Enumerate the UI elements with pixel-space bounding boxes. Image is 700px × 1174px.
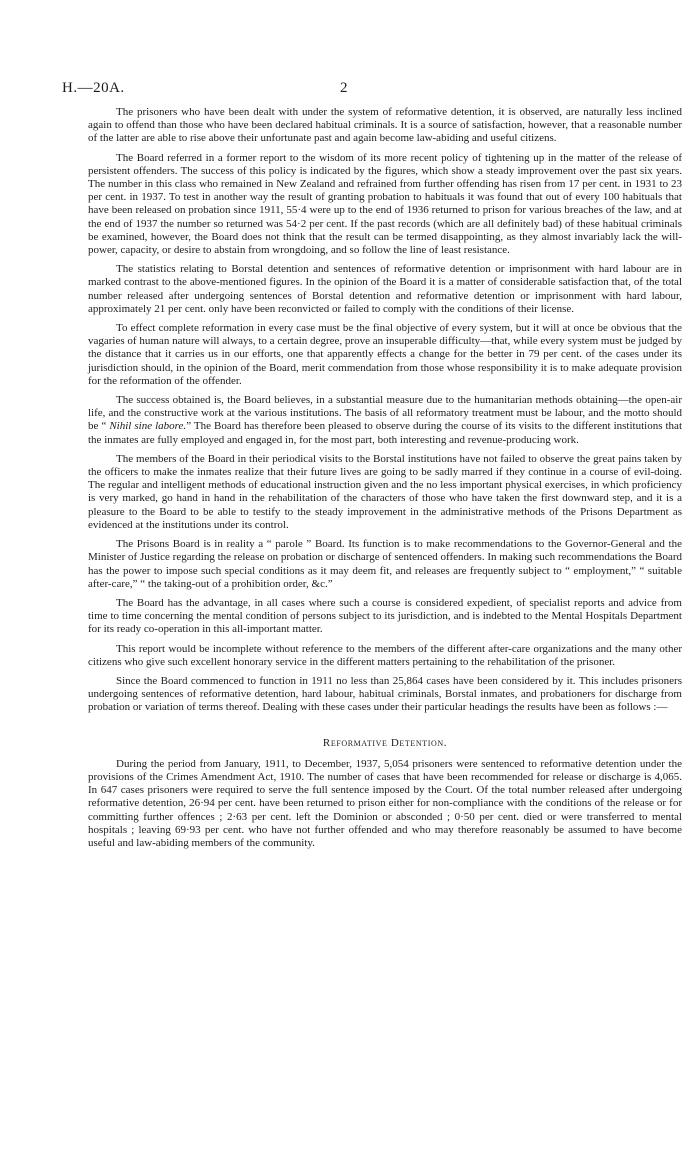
paragraph-specialist-reports: The Board has the advantage, in all cases where such a course is considered expedient, of specialist reports and advice from time to time concerning the mental condition of persons subject to its jurisdiction, and is indebted to the Mental Hospitals Department for its ready co-operation in this all-important matter. [88, 596, 682, 636]
paragraph-after-care: This report would be incomplete without reference to the members of the different after-care organizations and the many other citizens who give such excellent honorary service in the different matters pertaining to the rehabilitation of the prisoner. [88, 642, 682, 668]
paragraph-board-visits: The members of the Board in their periodical visits to the Borstal institutions have not failed to observe the great pains taken by the officers to make the inmates realize that their future lives are going to be sadly marred if they continue in a course of evil-doing. The regular and intelligent methods of educational instruction given and the no less important physical exercises, in which proficiency is very marked, go hand in hand in the rehabilitation of the characters of those who have taken the first downward step, and it is a pleasure to the Board to be able to testify to the steady improvement in the administrative methods of the Prisons Department as evidenced at the institutions under its control. [88, 452, 682, 531]
document-code: H.—20A. [62, 80, 125, 96]
page-header [62, 80, 638, 100]
paragraph-reformative-vs-habitual: The prisoners who have been dealt with under the system of reformative detention, it is observed, are naturally less inclined again to offend than those who have been declared habitual criminals. It is a source of satisfaction, however, that a reasonable number of the latter are able to rise above their unfortunate past and again become law-abiding and useful citizens. [88, 106, 682, 145]
success-text-before: The success obtained is, the Board believes, in a substantial measure due to the humanitarian methods obtaining—the open-air life, and the constructive work at the various institutions. The basis of all reformatory treatment must be labour, and the motto should be “ [88, 394, 682, 433]
paragraph-persistent-offenders: The Board referred in a former report to the wisdom of its more recent policy of tightening up in the matter of the release of persistent offenders. The success of this policy is indicated by the figures, which show a steady improvement over the past six years. The number in this class who remained in New Zealand and refrained from further offending has risen from 17 per cent. in 1931 to 23 per cent. in 1937. To test in another way the result of granting probation to habituals it was found that out of every 100 habituals that have been released on probation since 1911, 55·4 were up to the end of 1936 returned to prison for various breaches of the law, and at the end of 1937 the number so returned was 54·2 per cent. If the past records (which are all definitely bad) of these habitual criminals be examined, however, the Board does not think that the result can be termed disappointing, as they almost invariably lack the will-power, capacity, or desire to abstain from wrongdoing, and so follow the line of least resistance. [88, 151, 682, 257]
paragraph-success-obtained [88, 394, 682, 447]
success-text-after: ” The Board has therefore been pleased to observe during the course of its visits to the different institutions that the inmates are fully employed and engaged in, for the most part, both interesting and revenue-producing work. [88, 420, 682, 446]
paragraph-reformative-detention-stats: During the period from January, 1911, to December, 1937, 5,054 prisoners were sentenced to reformative detention under the provisions of the Crimes Amendment Act, 1910. The number of cases that have been recommended for release or discharge is 4,065. In 647 cases prisoners were required to serve the full sentence imposed by the Court. Of the total number released after undergoing reformative detention, 26·94 per cent. have been returned to prison either for non-compliance with the conditions of the release or for committing further offences ; 2·63 per cent. left the Dominion or absconded ; 0·50 per cent. died or were transferred to mental hospitals ; leaving 69·93 per cent. who have not further offended and who may therefore reasonably be assumed to have become useful and law-abiding members of the community. [88, 757, 682, 849]
page-number: 2 [340, 80, 348, 96]
motto-text: Nihil sine labore. [109, 420, 187, 433]
paragraph-parole-board: The Prisons Board is in reality a “ parole ” Board. Its function is to make recommendations to the Governor-General and the Minister of Justice regarding the release on probation or discharge of sentenced offenders. In making such recommendations the Board has the power to impose such special conditions as it may deem fit, and releases are frequently subject to “ employment,” “ suitable after-care,” “ the taking-out of a prohibition order, &c.” [88, 538, 682, 590]
section-heading-reformative-detention: Reformative Detention. [322, 736, 448, 749]
paragraph-cases-considered: Since the Board commenced to function in 1911 no less than 25,864 cases have been considered by it. This includes prisoners undergoing sentences of reformative detention, hard labour, habitual criminals, Borstal inmates, and probationers for discharge from probation or variation of terms thereof. Dealing with these cases under their particular headings the results have been as follows :— [88, 674, 682, 714]
paragraph-borstal-statistics: The statistics relating to Borstal detention and sentences of reformative detention or imprisonment with hard labour are in marked contrast to the above-mentioned figures. In the opinion of the Board it is a matter of considerable satisfaction that, of the total number released after undergoing sentences of Borstal detention and reformative detention or imprisonment with hard labour, approximately 21 per cent. only have been reconvicted or failed to comply with the conditions of their license. [88, 263, 682, 315]
document-body [88, 106, 682, 856]
paragraph-complete-reformation: To effect complete reformation in every case must be the final objective of every system, but it will at once be obvious that the vagaries of human nature will always, to a certain degree, prove an insuperable difficulty—that, while every system must be judged by the distance that it carries us in our efforts, one that apparently effects a change for the better in 79 per cent. of the cases under its jurisdiction should, in the opinion of the Board, merit commendation from those whose responsibility it is to make adequate provision for the reformation of the offender. [88, 322, 682, 387]
